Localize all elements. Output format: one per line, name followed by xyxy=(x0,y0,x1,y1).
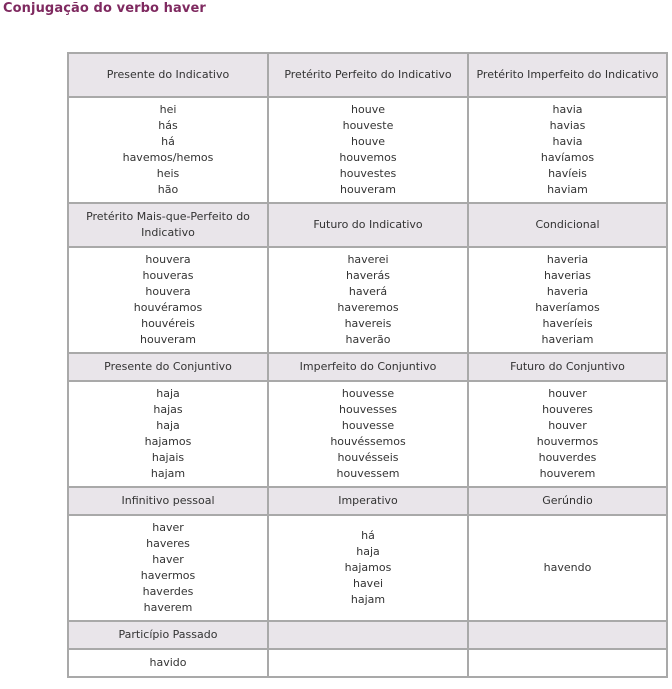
verb-form: houveram xyxy=(340,183,396,196)
tense-header: Imperativo xyxy=(269,488,469,516)
tense-header: Pretérito Imperfeito do Indicativo xyxy=(469,54,668,98)
verb-form: houvemos xyxy=(339,151,397,164)
tense-header: Pretérito Mais-que-Perfeito do Indicativo xyxy=(69,204,269,248)
tense-header xyxy=(469,622,668,650)
verb-form: haveríamos xyxy=(535,301,600,314)
tense-header: Infinitivo pessoal xyxy=(69,488,269,516)
conjugation-table xyxy=(67,52,668,678)
verb-form: haver xyxy=(152,553,184,566)
verb-form: há xyxy=(161,135,175,148)
verb-form: hajamos xyxy=(344,561,392,574)
verb-form: houvéramos xyxy=(133,301,203,314)
tense-header: Gerúndio xyxy=(469,488,668,516)
verb-form: houverdes xyxy=(538,451,597,464)
verb-form: há xyxy=(361,529,375,542)
conjugation-forms-row xyxy=(69,516,668,622)
verb-form: houvessem xyxy=(336,467,400,480)
verb-form: houvéssemos xyxy=(330,435,406,448)
verb-form: houvéreis xyxy=(141,317,195,330)
tense-header: Futuro do Conjuntivo xyxy=(469,354,668,382)
verb-form: havei xyxy=(352,577,384,590)
conjugation-cell xyxy=(269,382,469,488)
verb-form: houveres xyxy=(542,403,593,416)
conjugation-cell xyxy=(469,650,668,678)
verb-form: havereis xyxy=(344,317,392,330)
verb-form: haverás xyxy=(346,269,390,282)
verb-form: haviam xyxy=(547,183,588,196)
verb-form: houveras xyxy=(142,269,194,282)
tense-header-row xyxy=(69,354,668,382)
tense-header: Particípio Passado xyxy=(69,622,269,650)
verb-form: haveres xyxy=(146,537,190,550)
verb-form: haveriam xyxy=(541,333,594,346)
verb-form: houvesse xyxy=(341,387,395,400)
verb-form: houveram xyxy=(140,333,196,346)
verb-form: haverias xyxy=(543,269,592,282)
conjugation-cell xyxy=(269,248,469,354)
verb-form: hajam xyxy=(350,593,386,606)
conjugation-cell xyxy=(269,516,469,622)
verb-form: houveste xyxy=(342,119,394,132)
conjugation-table-body xyxy=(69,54,668,678)
tense-header: Presente do Conjuntivo xyxy=(69,354,269,382)
tense-header-row xyxy=(69,622,668,650)
tense-header-row xyxy=(69,204,668,248)
verb-form: haverem xyxy=(143,601,193,614)
verb-form: houvesses xyxy=(339,403,397,416)
verb-form: haveria xyxy=(546,285,589,298)
verb-form: havíeis xyxy=(548,167,587,180)
conjugation-forms-row xyxy=(69,382,668,488)
verb-form: hajam xyxy=(150,467,186,480)
verb-form: hei xyxy=(159,103,177,116)
verb-form: havias xyxy=(549,119,586,132)
conjugation-cell xyxy=(469,516,668,622)
verb-form: houvestes xyxy=(339,167,397,180)
verb-form: houvera xyxy=(145,253,191,266)
verb-form: heis xyxy=(156,167,180,180)
verb-form: haja xyxy=(156,419,180,432)
tense-header: Condicional xyxy=(469,204,668,248)
verb-form: haveríeis xyxy=(542,317,593,330)
tense-header: Pretérito Perfeito do Indicativo xyxy=(269,54,469,98)
verb-form: havendo xyxy=(543,561,592,574)
conjugation-cell xyxy=(69,382,269,488)
verb-form: havíamos xyxy=(540,151,595,164)
verb-form: houve xyxy=(351,135,385,148)
tense-header: Imperfeito do Conjuntivo xyxy=(269,354,469,382)
verb-form: houvésseis xyxy=(337,451,399,464)
tense-header-row xyxy=(69,488,668,516)
conjugation-cell xyxy=(469,98,668,204)
conjugation-cell xyxy=(69,650,269,678)
conjugation-cell xyxy=(69,248,269,354)
conjugation-cell xyxy=(469,248,668,354)
verb-form: haverdes xyxy=(142,585,194,598)
verb-form: houver xyxy=(548,419,587,432)
verb-form: haverá xyxy=(348,285,388,298)
verb-form: havermos xyxy=(140,569,196,582)
verb-form: houverem xyxy=(539,467,596,480)
verb-form: houvesse xyxy=(341,419,395,432)
tense-header xyxy=(269,622,469,650)
conjugation-cell xyxy=(469,382,668,488)
conjugation-forms-row xyxy=(69,248,668,354)
verb-form: houvermos xyxy=(536,435,599,448)
verb-form: havia xyxy=(552,103,583,116)
verb-form: hajas xyxy=(153,403,183,416)
verb-form: havemos/hemos xyxy=(122,151,214,164)
verb-form: haja xyxy=(356,545,380,558)
conjugation-cell xyxy=(69,98,269,204)
verb-form: houve xyxy=(351,103,385,116)
verb-form: haverei xyxy=(347,253,389,266)
verb-form: haver xyxy=(152,521,184,534)
verb-form: hão xyxy=(157,183,179,196)
conjugation-cell xyxy=(269,650,469,678)
tense-header: Futuro do Indicativo xyxy=(269,204,469,248)
verb-form: houver xyxy=(548,387,587,400)
verb-form: hajais xyxy=(151,451,185,464)
verb-form: hás xyxy=(158,119,178,132)
verb-form: haverão xyxy=(345,333,391,346)
tense-header: Presente do Indicativo xyxy=(69,54,269,98)
verb-form: haveremos xyxy=(337,301,399,314)
tense-header-row xyxy=(69,54,668,98)
conjugation-cell xyxy=(269,98,469,204)
verb-form: haja xyxy=(156,387,180,400)
page-title: Conjugação do verbo haver xyxy=(3,1,206,16)
verb-form: havia xyxy=(552,135,583,148)
verb-form: houvera xyxy=(145,285,191,298)
conjugation-forms-row xyxy=(69,650,668,678)
verb-form: haveria xyxy=(546,253,589,266)
verb-form: hajamos xyxy=(144,435,192,448)
conjugation-cell xyxy=(69,516,269,622)
verb-form: havido xyxy=(149,656,187,669)
conjugation-forms-row xyxy=(69,98,668,204)
